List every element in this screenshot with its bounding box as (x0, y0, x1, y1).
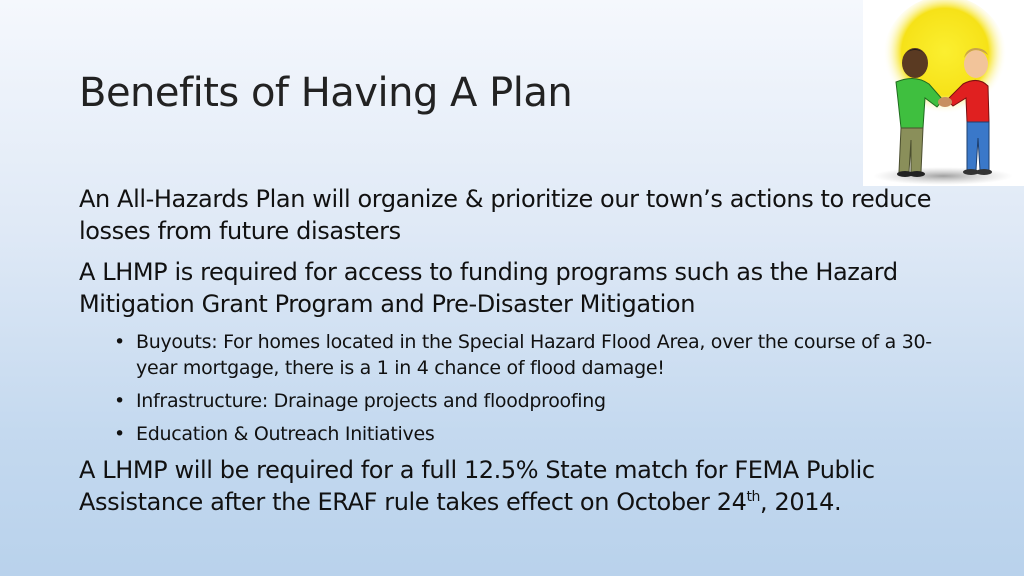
body-paragraph-final (79, 454, 959, 518)
bullet-text: Buyouts: For homes located in the Special Hazard Flood Area, over the course of a 30-year mortgage, there is a 1 in 4 chance of flood damage! (136, 331, 932, 379)
bullet-icon: • (114, 423, 125, 445)
bullet-icon: • (114, 331, 125, 353)
bullet-item (114, 388, 959, 414)
bullet-item (114, 329, 959, 381)
final-text-end: , 2014. (760, 488, 842, 516)
bullet-icon: • (114, 390, 125, 412)
body-paragraph: An All-Hazards Plan will organize & prioritize our town’s actions to reduce losses from future disasters (79, 185, 932, 245)
body-paragraph: A LHMP is required for access to funding programs such as the Hazard Mitigation Grant Program and Pre-Disaster Mitigation (79, 258, 898, 318)
bullet-text: Infrastructure: Drainage projects and floodproofing (136, 390, 606, 412)
bullet-list (79, 329, 959, 447)
ordinal-superscript: th (746, 489, 761, 505)
bullet-item (114, 421, 959, 447)
bullet-text: Education & Outreach Initiatives (136, 423, 435, 445)
slide-title: Benefits of Having A Plan (79, 70, 573, 116)
slide-body (79, 183, 959, 527)
final-text: A LHMP will be required for a full 12.5% State match for FEMA Public Assistance after the ERAF rule takes effect on October 24 (79, 456, 875, 516)
handshake-clipart-icon (863, 0, 1024, 186)
